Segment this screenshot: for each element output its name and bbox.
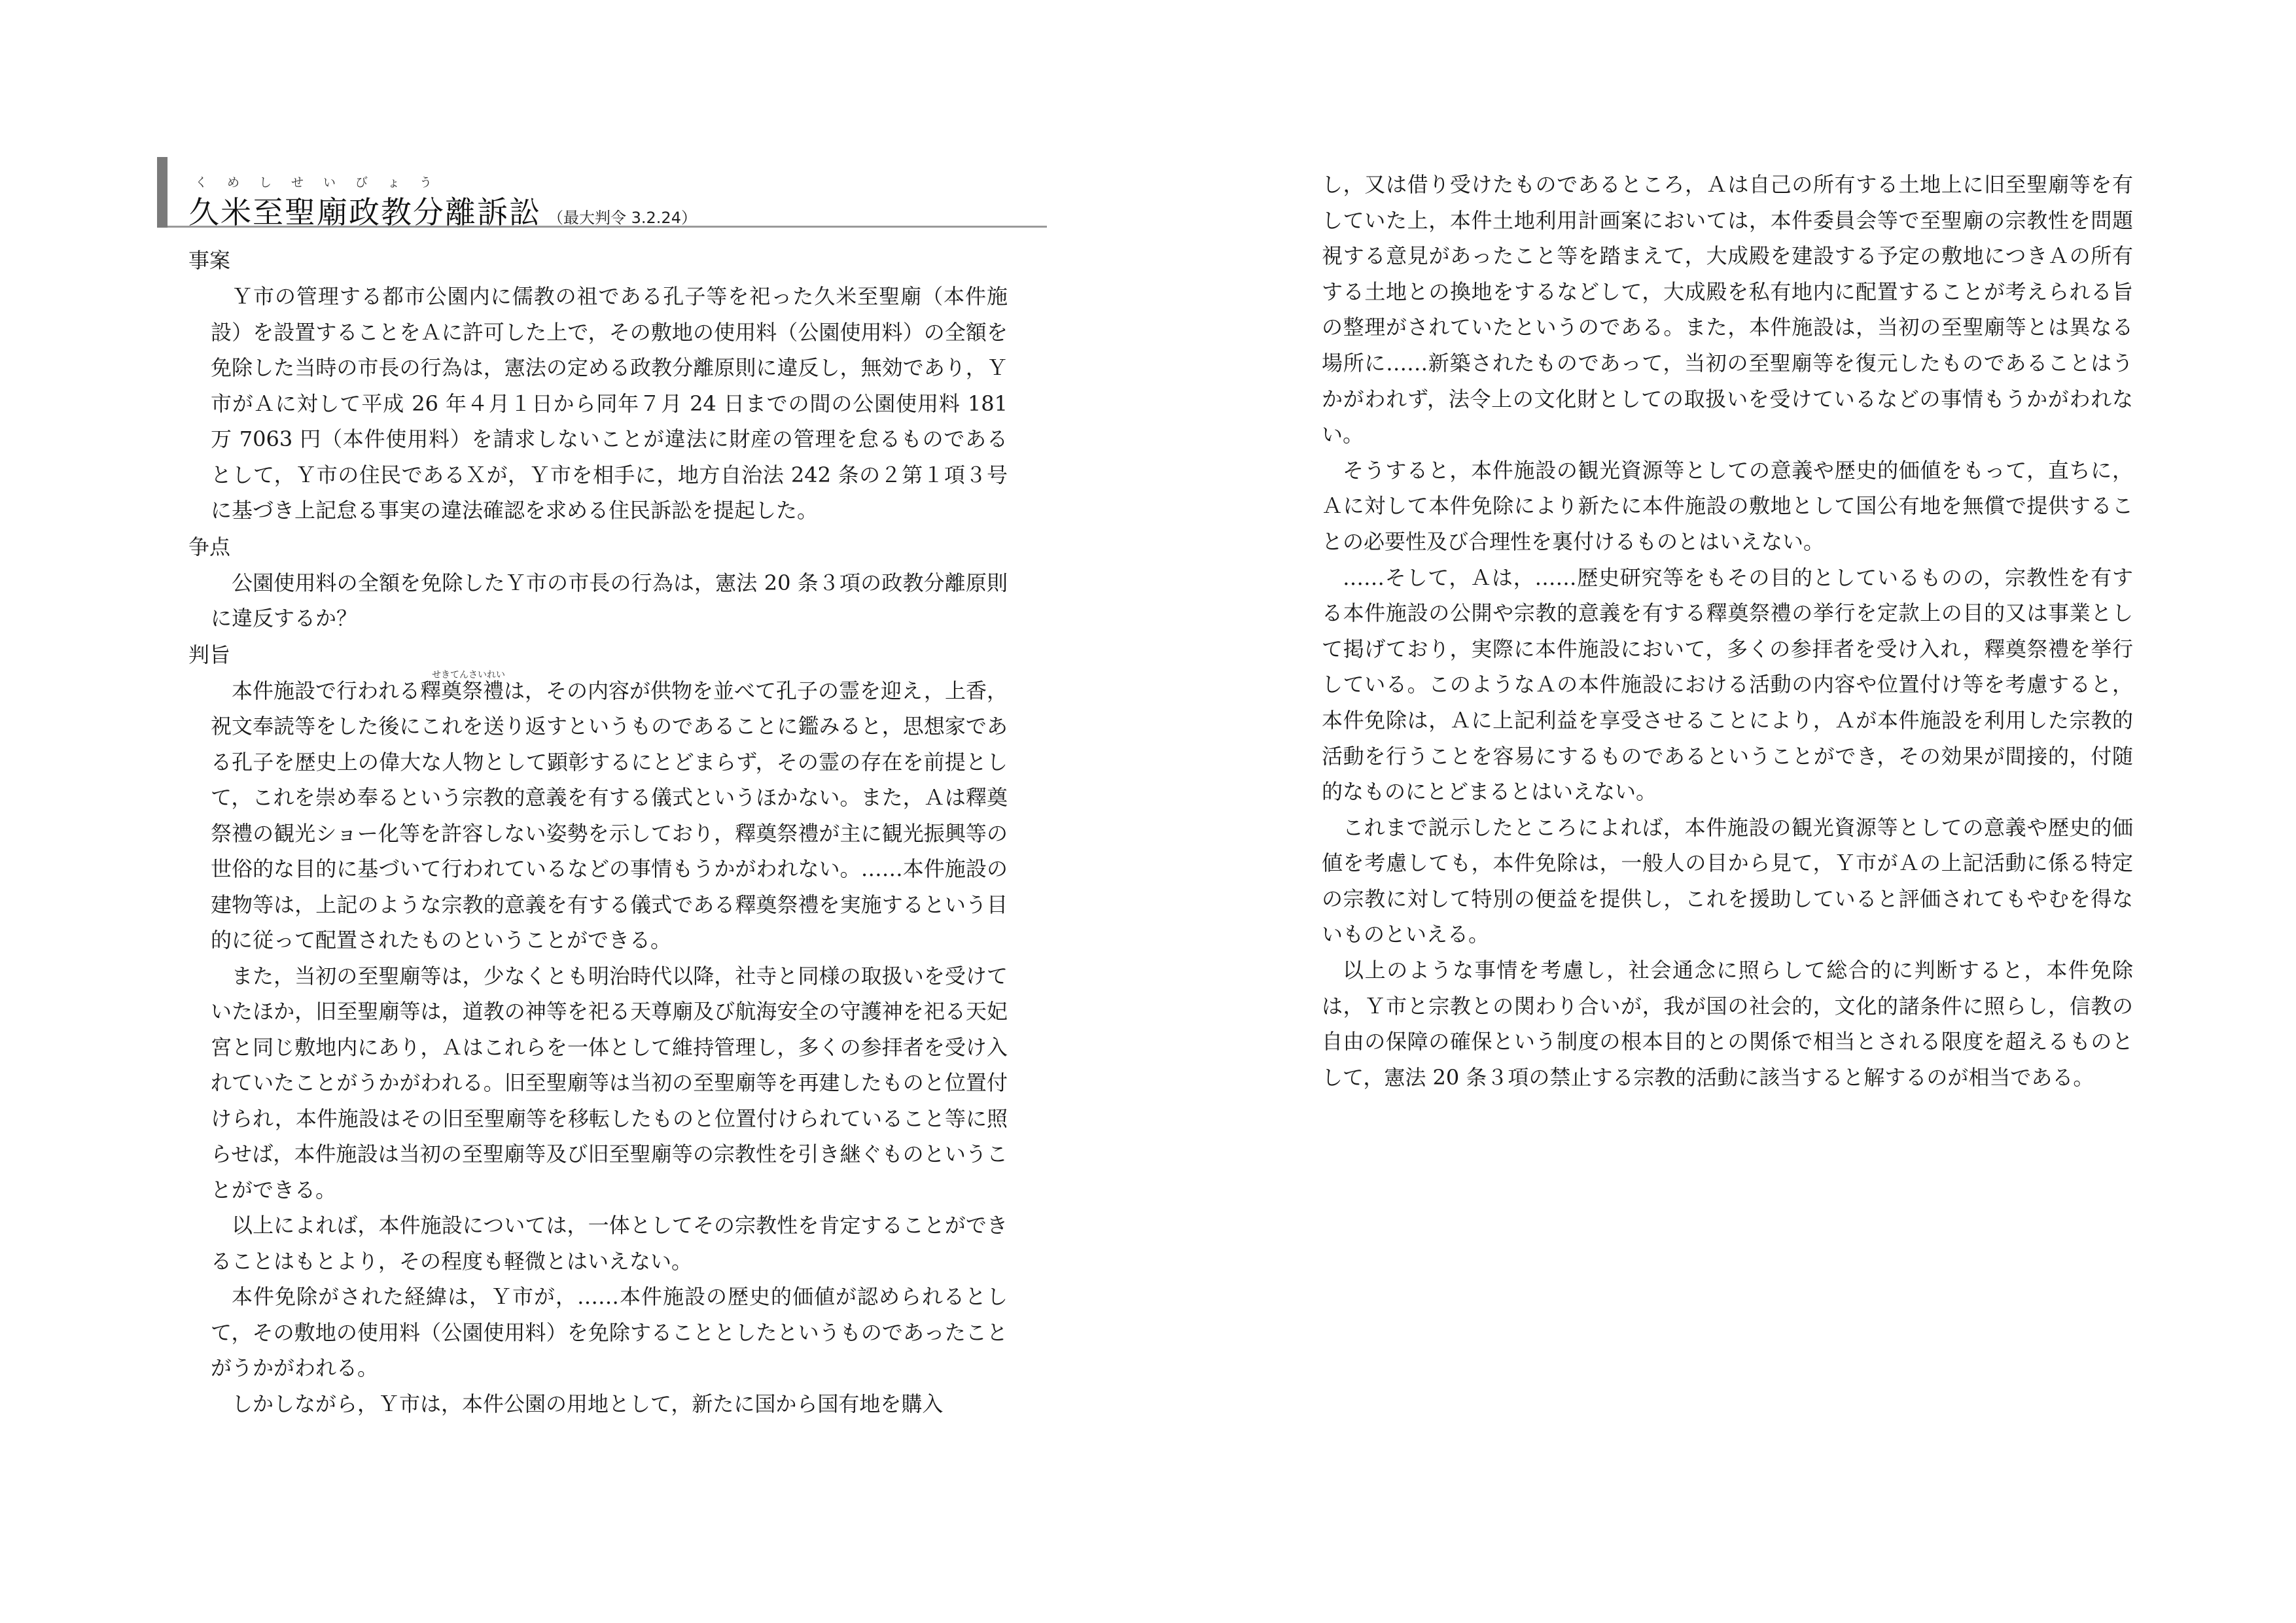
holding-paragraph-2: また，当初の至聖廟等は，少なくとも明治時代以降，社寺と同様の取扱いを受けていたほか，旧至聖廟等は，道教の神等を祀る天尊廟及び航海安全の守護神を祀る天妃宮と同じ敷地内にあり，Ａはこれらを一体として維持管理し，多くの参拝者を受け入れていたことがうかがわれる。旧至聖廟等は当初の至聖廟等を再建したものと位置付けられ，本件施設はその旧至聖廟等を移転したものと位置付けられていること等に照らせば，本件施設は当初の至聖廟等及び旧至聖廟等の宗教性を引き継ぐものということができる。 bbox=[211, 963, 1008, 1202]
issue-heading: 争点 bbox=[188, 534, 231, 559]
holding-paragraph-1: 本件施設で行われる釋奠祭禮は，その内容が供物を並べて孔子の霊を迎え，上香，祝文奉読等をした後にこれを送り返すというものであることに鑑みると，思想家である孔子を歴史上の偉大な人物として顕彰するにとどまらず，その霊の存在を前提として，これを崇め奉るという宗教的意義を有する儀式というほかない。また，Ａは釋奠祭禮の観光ショー化等を許容しない姿勢を示しており，釋奠祭禮が主に観光振興等の世俗的な目的に基づいて行われているなどの事情もうかがわれない。……本件施設の建物等は，上記のような宗教的意義を有する儀式である釋奠祭禮を実施するという目的に従って配置されたものということができる。 bbox=[211, 678, 1008, 952]
facts-heading: 事案 bbox=[188, 248, 231, 273]
case-title-block bbox=[157, 157, 1008, 231]
holding-paragraph-5-continued: し，又は借り受けたものであるところ，Ａは自己の所有する土地上に旧至聖廟等を有していた上，本件土地利用計画案においては，本件委員会等で至聖廟の宗教性を問題視する意見があったこと等を踏まえて，大成殿を建設する予定の敷地につきＡの所有する土地との換地をするなどして，大成殿を私有地内に配置することが考えられる旨の整理がされていたというのである。また，本件施設は，当初の至聖廟等とは異なる場所に……新築されたものであって，当初の至聖廟等を復元したものであることはうかがわれず，法令上の文化財としての取扱いを受けているなどの事情もうかがわれない。 bbox=[1322, 172, 2133, 447]
case-title-text: 久米至聖廟政教分離訴訟 bbox=[188, 195, 541, 231]
holding-paragraph-5-start: しかしながら，Ｙ市は，本件公園の用地として，新たに国から国有地を購入 bbox=[232, 1391, 944, 1416]
holding-paragraph-7: ……そして，Ａは，……歴史研究等をもその目的としているものの，宗教性を有する本件施設の公開や宗教的意義を有する釋奠祭禮の挙行を定款上の目的又は事業として掲げており，実際に本件施設において，多くの参拝者を受け入れ，釋奠祭禮を挙行している。このようなＡの本件施設における活動の内容や位置付け等を考慮すると，本件免除は，Ａに上記利益を享受させることにより，Ａが本件施設を利用した宗教的活動を行うことを容易にするものであるということができ，その効果が間接的，付随的なものにとどまるとはいえない。 bbox=[1322, 565, 2133, 805]
issue-paragraph: 公園使用料の全額を免除したＹ市の市長の行為は，憲法 20 条３項の政教分離原則に違反するか？ bbox=[211, 570, 1008, 631]
facts-paragraph: Ｙ市の管理する都市公園内に儒教の祖である孔子等を祀った久米至聖廟（本件施設）を設置することをＡに許可した上で，その敷地の使用料（公園使用料）の全額を免除した当時の市長の行為は，憲法の定める政教分離原則に違反し，無効であり，Ｙ市がＡに対して平成 26 年４月１日から同年７月 24 日までの間の公園使用料 181 万 7063 円（本件使用料）を請求しないことが違法に財産の管理を怠るものであるとして，Ｙ市の住民であるＸが，Ｙ市を相手に，地方自治法 242 条の２第１項３号に基づき上記怠る事実の違法確認を求める住民訴訟を提起した。 bbox=[211, 284, 1008, 523]
right-column bbox=[1322, 167, 2133, 1095]
holding-paragraph-6: そうすると，本件施設の観光資源等としての意義や歴史的価値をもって，直ちに，Ａに対して本件免除により新たに本件施設の敷地として国公有地を無償で提供することの必要性及び合理性を裏付けるものとはいえない。 bbox=[1322, 457, 2133, 554]
holding-paragraph-3: 以上によれば，本件施設については，一体としてその宗教性を肯定することができることはもとより，その程度も軽微とはいえない。 bbox=[211, 1213, 1008, 1274]
left-column bbox=[157, 157, 1008, 1422]
holding-first-paragraph-wrap bbox=[157, 669, 1008, 958]
holding-paragraph-8: これまで説示したところによれば，本件施設の観光資源等としての意義や歴史的価値を考慮しても，本件免除は，一般人の目から見て，Ｙ市がＡの上記活動に係る特定の宗教に対して特別の便益を提供し，これを援助していると評価されてもやむを得ないものといえる。 bbox=[1322, 814, 2133, 947]
case-citation: （最大判令 3.2.24） bbox=[548, 209, 697, 227]
case-title bbox=[188, 188, 697, 232]
title-ruby-reading: くめしせいびょう bbox=[195, 175, 452, 190]
ruby-sekiten: せきてんさいれい bbox=[432, 669, 505, 680]
holding-paragraph-4: 本件免除がされた経緯は，Ｙ市が，……本件施設の歴史的価値が認められるとして，その敷地の使用料（公園使用料）を免除することとしたというものであったことがうかがわれる。 bbox=[211, 1284, 1008, 1380]
holding-heading: 判旨 bbox=[188, 642, 231, 667]
holding-paragraph-9: 以上のような事情を考慮し，社会通念に照らして総合的に判断すると，本件免除は，Ｙ市と宗教との関わり合いが，我が国の社会的，文化的諸条件に照らし，信教の自由の保障の確保という制度の根本目的との関係で相当とされる限度を超えるものとして，憲法 20 条３項の禁止する宗教的活動に該当すると解するのが相当である。 bbox=[1322, 958, 2133, 1090]
